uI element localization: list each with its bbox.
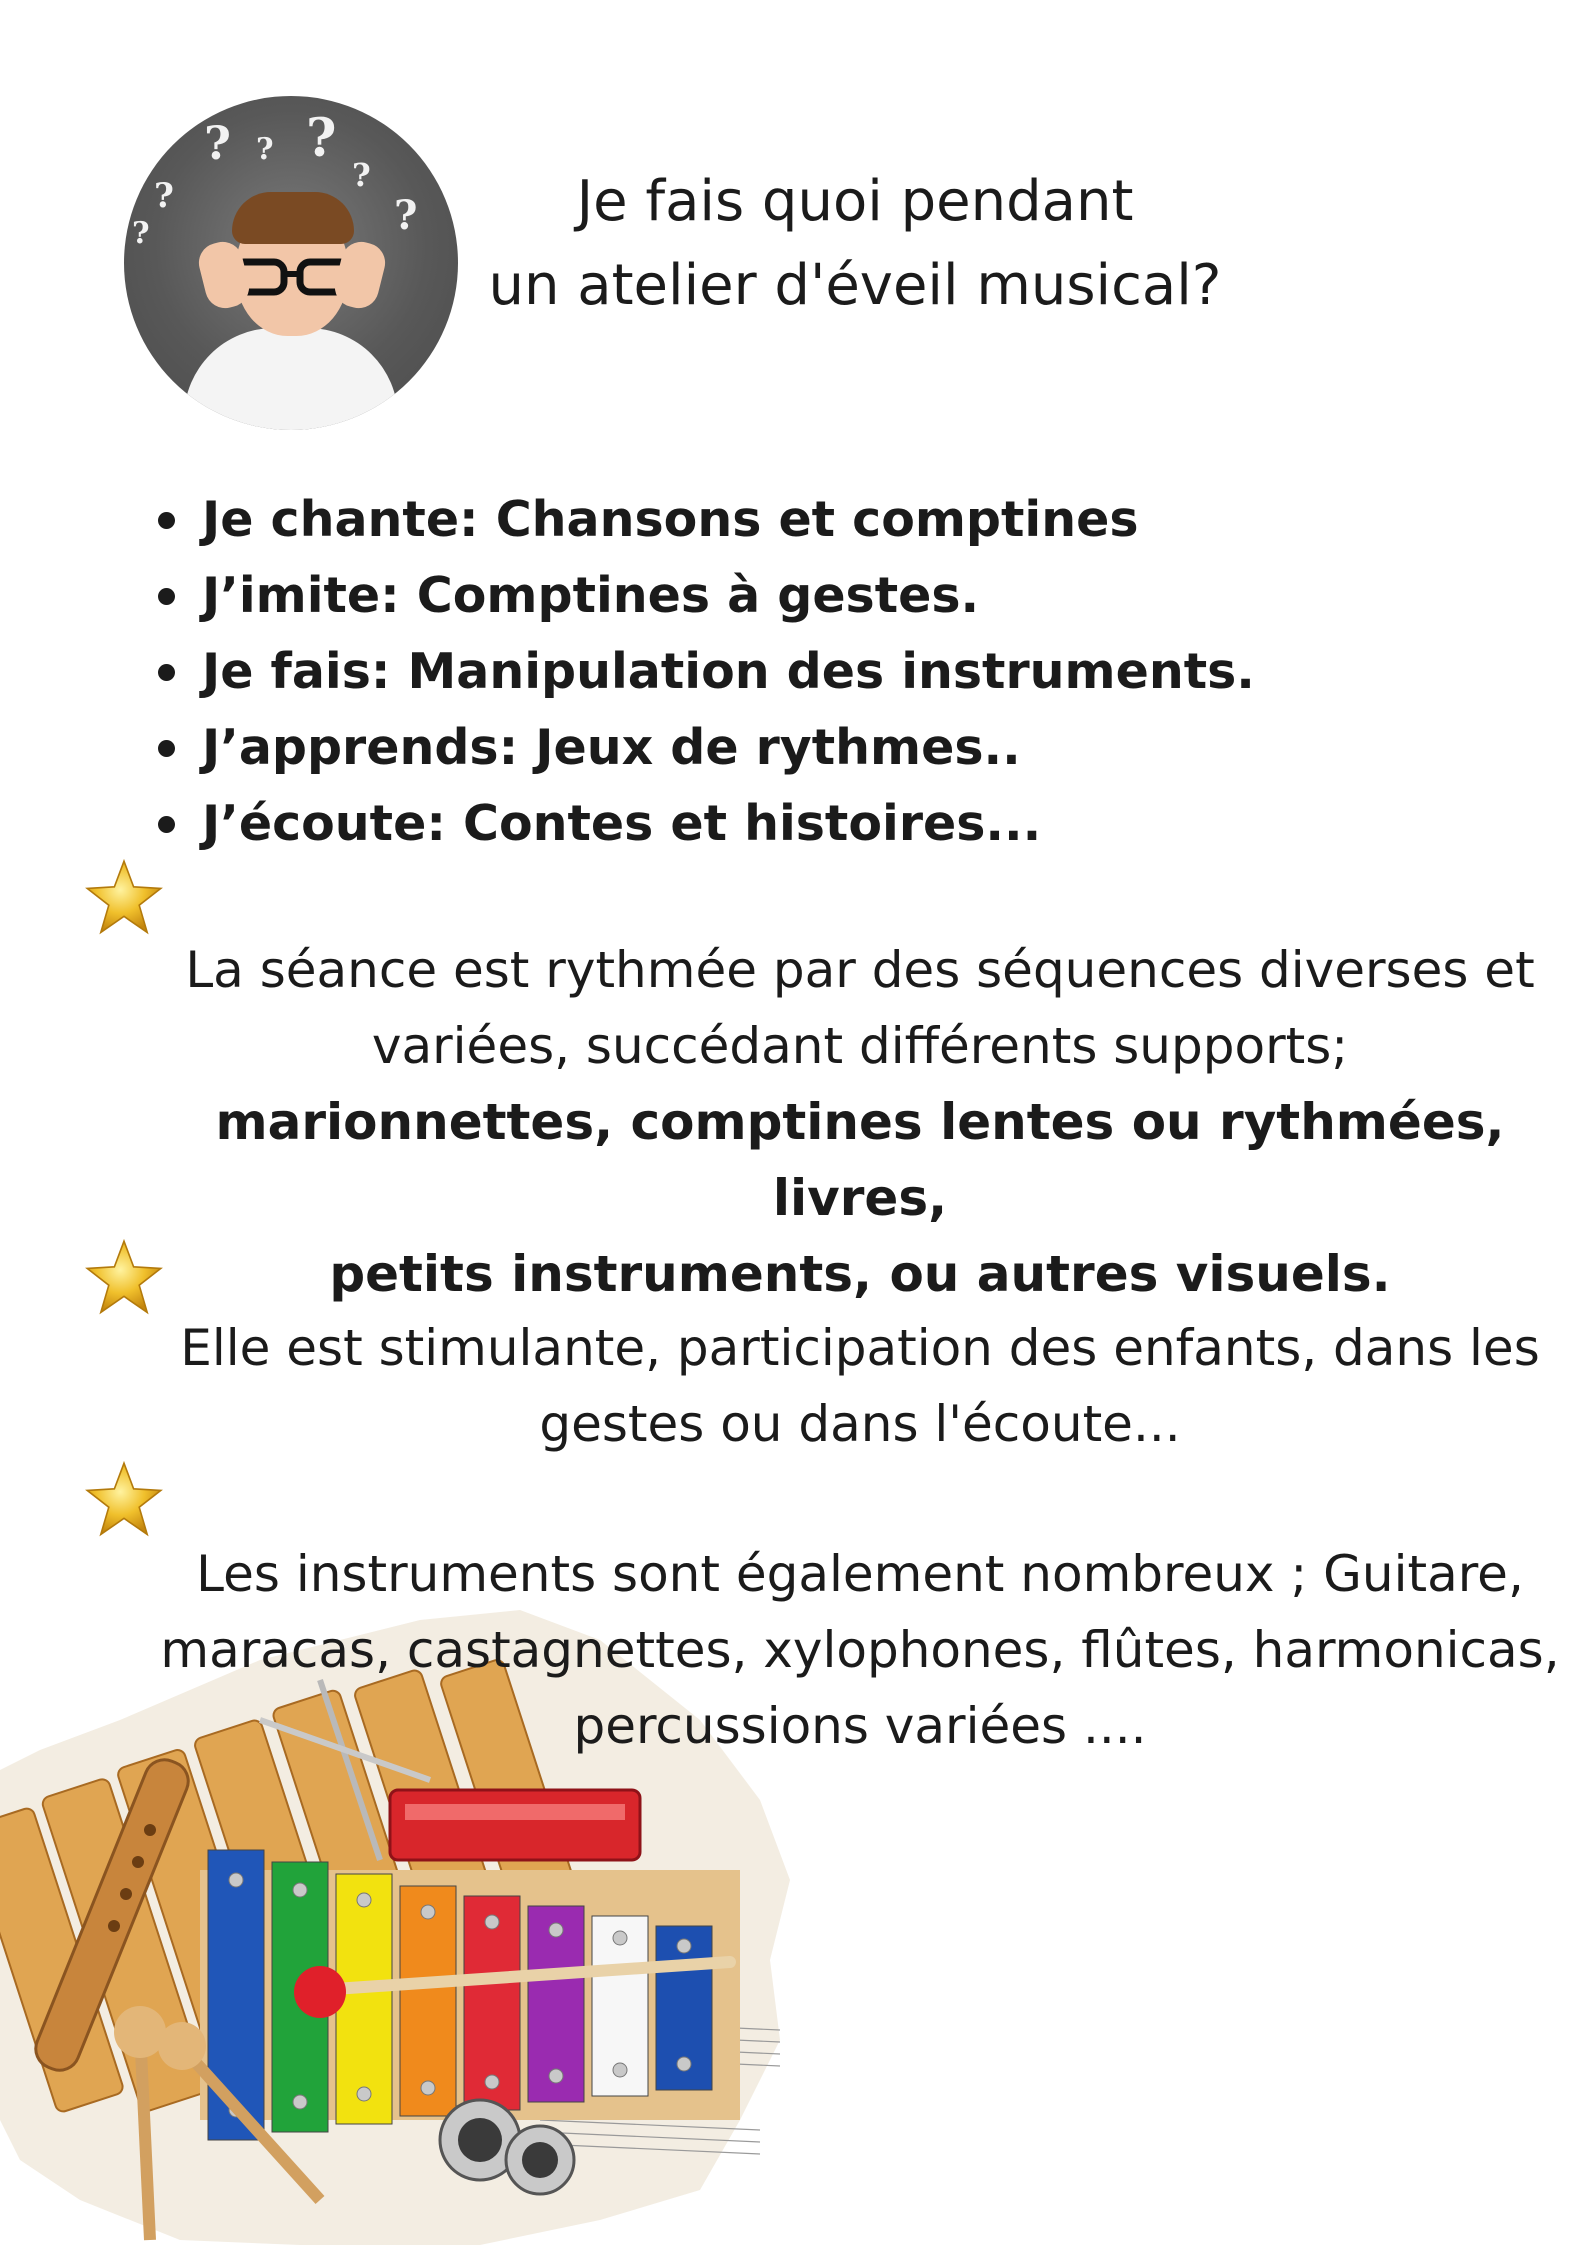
list-item: Je fais: Manipulation des instruments. [150,634,1450,710]
text-line: Elle est stimulante, participation des enfants, dans les [180,1319,1540,1377]
text-line: maracas, castagnettes, xylophones, flûtes, harmonicas, [160,1621,1560,1679]
bold-line: marionnettes, comptines lentes ou rythmées, livres, [215,1093,1505,1227]
shirt [184,328,398,430]
question-mark-icon: ? [132,216,150,251]
child-photo [124,96,458,430]
list-item: J’apprends: Jeux de rythmes.. [150,710,1450,786]
page-title [470,160,1240,328]
list-item: J’écoute: Contes et histoires... [150,786,1450,862]
hair [232,192,354,244]
title-line-1: Je fais quoi pendant [576,169,1134,234]
title-line-2: un atelier d'éveil musical? [488,253,1222,318]
star-icon [84,858,164,938]
question-mark-icon: ? [306,108,337,169]
question-mark-icon: ? [394,192,418,239]
activity-list [150,482,1450,862]
list-item: J’imite: Comptines à gestes. [150,558,1450,634]
text-line: variées, succédant différents supports; [371,1017,1349,1075]
text-line: percussions variées .... [573,1697,1147,1755]
section-stimulante [130,1310,1587,1462]
question-mark-icon: ? [256,132,274,167]
bold-line: petits instruments, ou autres visuels. [329,1245,1391,1303]
list-item: Je chante: Chansons et comptines [150,482,1450,558]
question-mark-icon: ? [154,176,174,216]
text-line: Les instruments sont également nombreux ; Guitare, [196,1545,1524,1603]
text-line: gestes ou dans l'écoute... [539,1395,1181,1453]
question-mark-icon: ? [204,116,231,170]
star-icon [84,1238,164,1318]
question-mark-icon: ? [352,156,371,194]
section-instruments [130,1536,1587,1764]
section-seance [130,932,1587,1312]
text-line: La séance est rythmée par des séquences diverses et [185,941,1535,999]
star-icon [84,1460,164,1540]
